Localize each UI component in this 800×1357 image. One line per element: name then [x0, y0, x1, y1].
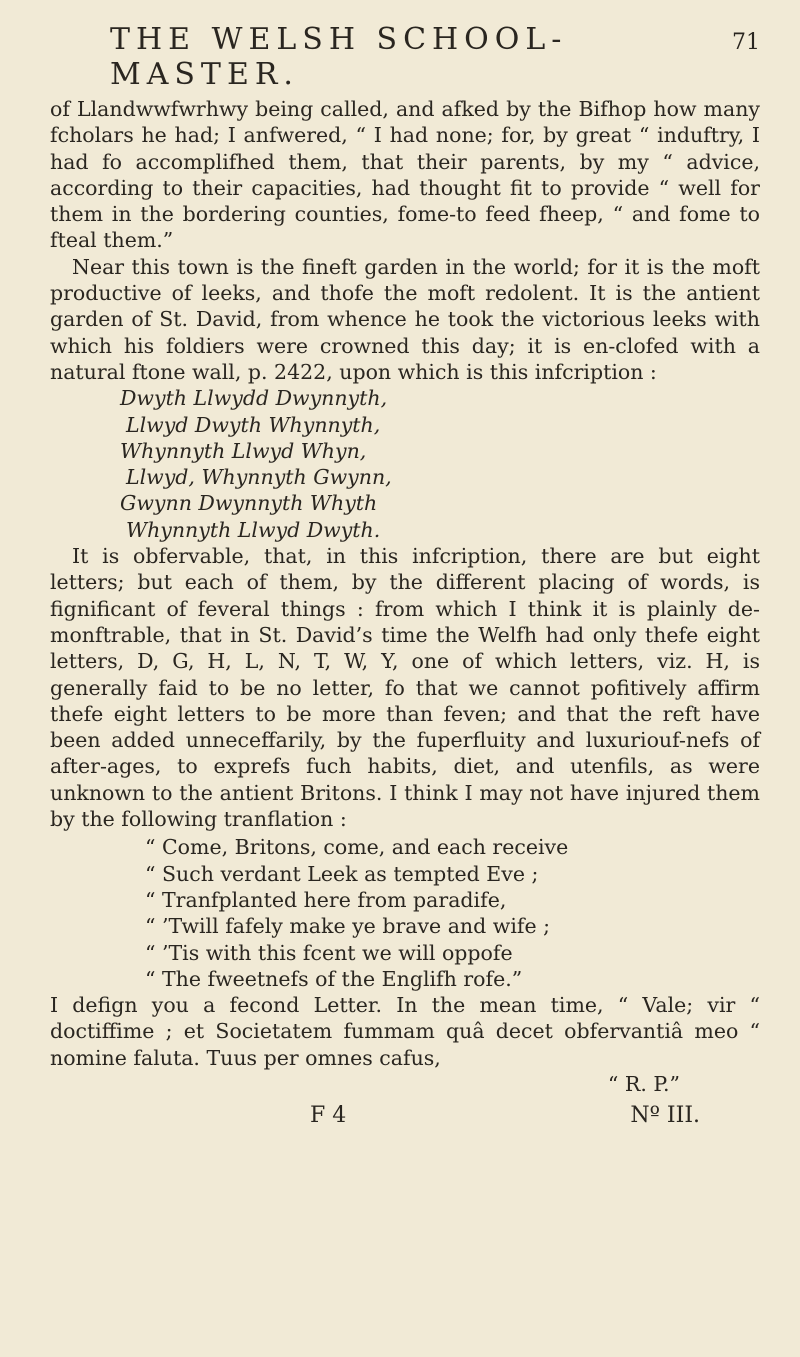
- inscription-line: Llwyd Dwyth Whynnyth,: [126, 412, 381, 437]
- inscription-line: Whynnyth Llwyd Dwyth.: [126, 517, 381, 542]
- poem-line: “ Such verdant Leek as tempted Eve ;: [145, 861, 539, 886]
- inscription-line: Dwyth Llwydd Dwynnyth,: [120, 386, 388, 411]
- running-header: [50, 22, 760, 92]
- issue-number: Nº III.: [630, 1103, 700, 1129]
- inscription-line: Llwyd, Whynnyth Gwynn,: [126, 465, 392, 490]
- running-title: THE WELSH SCHOOL-MASTER.: [110, 22, 568, 92]
- welsh-inscription: [50, 385, 760, 543]
- paragraph-4: I defign you a fecond Letter. In the mean time, “ Vale; vir “ doctiffime ; et Societatem fummam quâ decet obfervantiâ meo “ nomine faluta. Tuus per omnes cafus,: [50, 993, 760, 1070]
- paragraph-1: of Llandwwfwrhwy being called, and afked by the Bifhop how many fcholars he had; I anfwered, “ I had none; for, by great “ induftry, I had fo accomplifhed them, that their parents, by my “ advice, according to their capacities, had thought fit to provide “ well for them in the bordering counties, fome-to feed fheep, “ and fome to fteal them.”: [50, 97, 760, 253]
- paragraph-2: Near this town is the fineft garden in the world; for it is the moft productive of leeks, and thofe the moft redolent. It is the antient garden of St. David, from whence he took the victorious leeks with which his foldiers were crowned this day; it is en-clofed with a natural ftone wall, p. 2422, upon which is this infcription :: [50, 254, 760, 384]
- translation-poem: [50, 834, 760, 992]
- signature-mark: F 4: [310, 1103, 347, 1129]
- poem-line: “ ’Tis with this fcent we will oppofe: [145, 940, 513, 965]
- paragraph-3: It is obfervable, that, in this infcription, there are but eight letters; but each of them, by the different placing of words, is fignificant of feveral things : from which I think it is plainly de-monftrable, that in St. David’s time the Welfh had only thefe eight letters, D, G, H, L, N, T, W, Y, one of which letters, viz. H, is generally faid to be no letter, fo that we cannot pofitively affirm thefe eight letters to be more than feven; and that the reft have been added unneceffarily, by the fuperfluity and luxuriouf-nefs of after-ages, to exprefs fuch habits, diet, and utenfils, as were unknown to the antient Britons. I think I may not have injured them by the following tranflation :: [50, 544, 760, 832]
- inscription-line: Whynnyth Llwyd Whyn,: [120, 438, 367, 463]
- page-number: 71: [732, 30, 760, 55]
- signature: “ R. P.”: [607, 1071, 680, 1096]
- poem-line: “ The fweetnefs of the Englifh rofe.”: [145, 966, 523, 991]
- page-footer: [50, 1103, 760, 1128]
- inscription-line: Gwynn Dwynnyth Whyth: [120, 491, 378, 516]
- poem-line: “ Tranfplanted here from paradife,: [145, 887, 507, 912]
- poem-line: “ Come, Britons, come, and each receive: [145, 835, 569, 860]
- poem-line: “ ’Twill fafely make ye brave and wife ;: [145, 914, 551, 939]
